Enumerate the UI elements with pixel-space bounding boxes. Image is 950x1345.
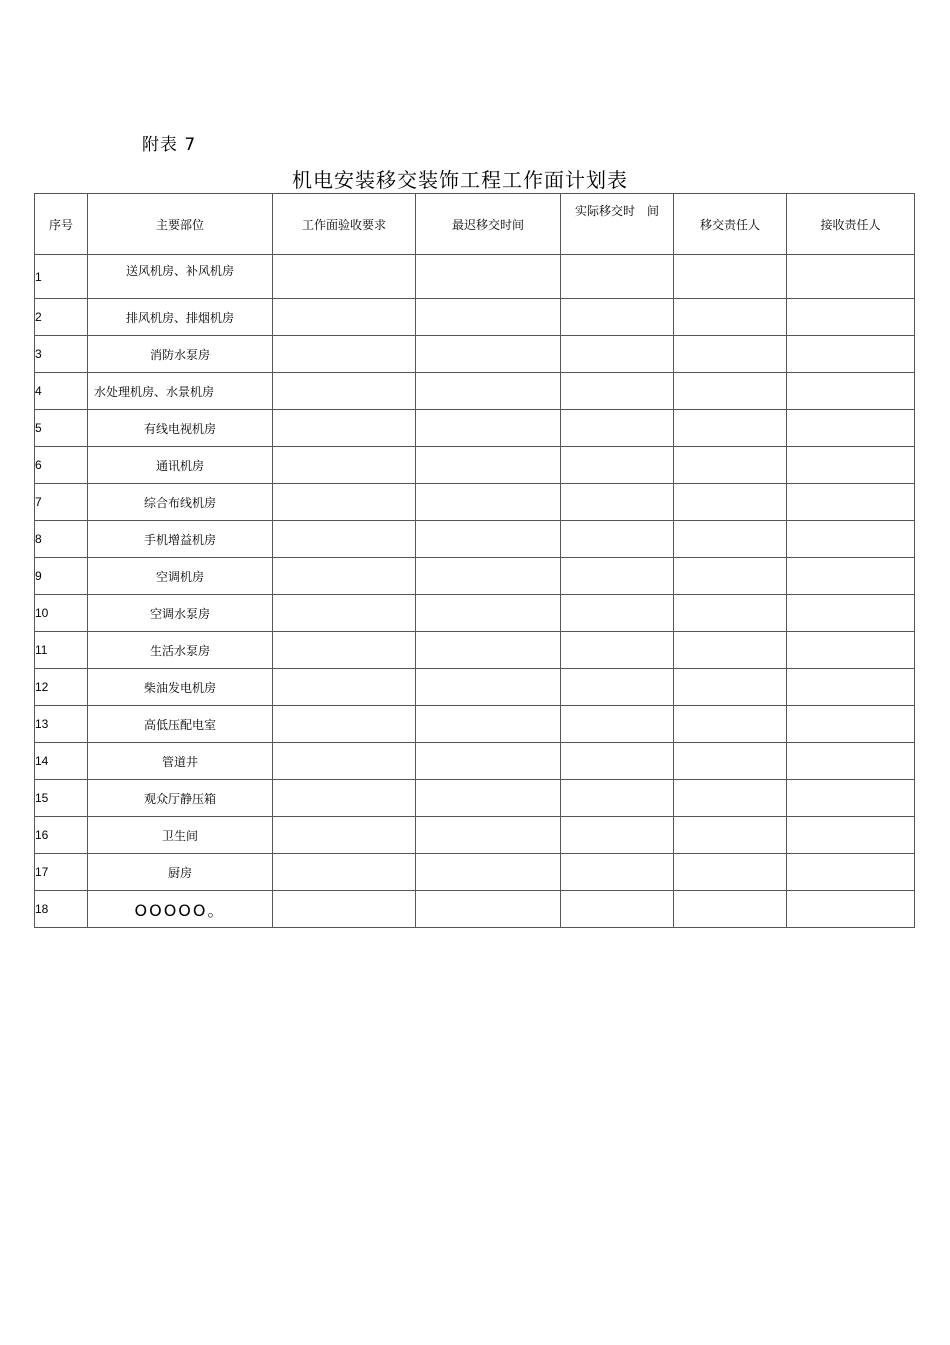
empty-cell <box>674 410 787 447</box>
row-location: 有线电视机房 <box>88 410 273 447</box>
empty-cell <box>273 447 416 484</box>
empty-cell <box>416 743 561 780</box>
empty-cell <box>416 891 561 928</box>
empty-cell <box>787 669 915 706</box>
empty-cell <box>416 484 561 521</box>
empty-cell <box>787 780 915 817</box>
table-row <box>35 255 915 299</box>
empty-cell <box>787 854 915 891</box>
empty-cell <box>787 447 915 484</box>
empty-cell <box>674 632 787 669</box>
empty-cell <box>674 891 787 928</box>
row-number: 9 <box>35 558 88 595</box>
table-row <box>35 817 915 854</box>
empty-cell <box>674 447 787 484</box>
empty-cell <box>273 521 416 558</box>
row-number: 8 <box>35 521 88 558</box>
empty-cell <box>273 410 416 447</box>
empty-cell <box>787 817 915 854</box>
empty-cell <box>561 410 674 447</box>
empty-cell <box>273 558 416 595</box>
row-location: 厨房 <box>88 854 273 891</box>
empty-cell <box>273 817 416 854</box>
empty-cell <box>787 558 915 595</box>
empty-cell <box>273 336 416 373</box>
empty-cell <box>416 410 561 447</box>
row-number: 10 <box>35 595 88 632</box>
empty-cell <box>674 336 787 373</box>
row-number: 4 <box>35 373 88 410</box>
empty-cell <box>416 669 561 706</box>
empty-cell <box>416 255 561 299</box>
empty-cell <box>273 780 416 817</box>
empty-cell <box>674 484 787 521</box>
empty-cell <box>674 743 787 780</box>
empty-cell <box>416 447 561 484</box>
col-header-location: 主要部位 <box>88 194 273 255</box>
row-number: 17 <box>35 854 88 891</box>
empty-cell <box>674 780 787 817</box>
empty-cell <box>416 299 561 336</box>
row-number: 7 <box>35 484 88 521</box>
empty-cell <box>416 780 561 817</box>
row-location: 柴油发电机房 <box>88 669 273 706</box>
row-number: 11 <box>35 632 88 669</box>
empty-cell <box>561 595 674 632</box>
empty-cell <box>416 336 561 373</box>
table-body <box>35 255 915 928</box>
row-location: 消防水泵房 <box>88 336 273 373</box>
empty-cell <box>561 558 674 595</box>
row-number: 15 <box>35 780 88 817</box>
empty-cell <box>561 255 674 299</box>
empty-cell <box>273 255 416 299</box>
empty-cell <box>561 299 674 336</box>
row-number: 16 <box>35 817 88 854</box>
row-number: 2 <box>35 299 88 336</box>
row-number: 13 <box>35 706 88 743</box>
row-location: 生活水泵房 <box>88 632 273 669</box>
empty-cell <box>416 373 561 410</box>
table-row <box>35 299 915 336</box>
table-header <box>35 194 915 255</box>
row-location: 高低压配电室 <box>88 706 273 743</box>
table-row <box>35 484 915 521</box>
empty-cell <box>674 299 787 336</box>
empty-cell <box>674 521 787 558</box>
empty-cell <box>674 669 787 706</box>
empty-cell <box>561 521 674 558</box>
empty-cell <box>416 632 561 669</box>
table-row <box>35 743 915 780</box>
col-header-receiver: 接收责任人 <box>787 194 915 255</box>
empty-cell <box>787 743 915 780</box>
row-location: 手机增益机房 <box>88 521 273 558</box>
empty-cell <box>674 558 787 595</box>
row-location: 送风机房、补风机房 <box>88 255 273 299</box>
empty-cell <box>787 484 915 521</box>
row-number: 6 <box>35 447 88 484</box>
empty-cell <box>273 854 416 891</box>
empty-cell <box>787 706 915 743</box>
empty-cell <box>561 780 674 817</box>
empty-cell <box>674 854 787 891</box>
empty-cell <box>787 299 915 336</box>
row-number: 12 <box>35 669 88 706</box>
empty-cell <box>273 706 416 743</box>
empty-cell <box>674 255 787 299</box>
empty-cell <box>416 558 561 595</box>
table-row <box>35 336 915 373</box>
table-row <box>35 521 915 558</box>
empty-cell <box>273 891 416 928</box>
empty-cell <box>273 484 416 521</box>
appendix-label: 附表 7 <box>142 135 197 155</box>
row-location: 水处理机房、水景机房 <box>88 373 273 410</box>
empty-cell <box>416 521 561 558</box>
empty-cell <box>416 817 561 854</box>
empty-cell <box>273 373 416 410</box>
empty-cell <box>561 706 674 743</box>
row-number: 14 <box>35 743 88 780</box>
row-location: 管道井 <box>88 743 273 780</box>
col-header-latest-handover: 最迟移交时间 <box>416 194 561 255</box>
row-location: 空调机房 <box>88 558 273 595</box>
table-row <box>35 595 915 632</box>
empty-cell <box>273 669 416 706</box>
empty-cell <box>787 891 915 928</box>
col-header-acceptance: 工作面验收要求 <box>273 194 416 255</box>
empty-cell <box>561 743 674 780</box>
empty-cell <box>561 632 674 669</box>
row-location: 通讯机房 <box>88 447 273 484</box>
empty-cell <box>561 336 674 373</box>
table-row <box>35 669 915 706</box>
table-row <box>35 891 915 928</box>
empty-cell <box>416 854 561 891</box>
empty-cell <box>674 373 787 410</box>
empty-cell <box>561 484 674 521</box>
table-row <box>35 373 915 410</box>
empty-cell <box>674 706 787 743</box>
row-location: 空调水泵房 <box>88 595 273 632</box>
empty-cell <box>561 854 674 891</box>
empty-cell <box>273 743 416 780</box>
empty-cell <box>787 632 915 669</box>
table-row <box>35 632 915 669</box>
empty-cell <box>787 255 915 299</box>
handover-plan-table <box>34 193 915 928</box>
row-number: 1 <box>35 255 88 299</box>
row-location: 观众厅静压箱 <box>88 780 273 817</box>
empty-cell <box>561 891 674 928</box>
table-row <box>35 447 915 484</box>
empty-cell <box>561 669 674 706</box>
col-header-actual-handover: 实际移交时 间 <box>561 194 674 255</box>
row-number: 5 <box>35 410 88 447</box>
empty-cell <box>273 299 416 336</box>
empty-cell <box>787 410 915 447</box>
empty-cell <box>674 595 787 632</box>
table-row <box>35 410 915 447</box>
row-number: 18 <box>35 891 88 928</box>
col-header-no: 序号 <box>35 194 88 255</box>
empty-cell <box>787 373 915 410</box>
table-row <box>35 706 915 743</box>
document-title: 机电安装移交装饰工程工作面计划表 <box>292 168 628 192</box>
row-number: 3 <box>35 336 88 373</box>
col-header-handover-person: 移交责任人 <box>674 194 787 255</box>
empty-cell <box>273 595 416 632</box>
empty-cell <box>561 447 674 484</box>
empty-cell <box>416 706 561 743</box>
empty-cell <box>787 595 915 632</box>
empty-cell <box>561 817 674 854</box>
row-location: OOOOO。 <box>88 891 273 928</box>
row-location: 综合布线机房 <box>88 484 273 521</box>
empty-cell <box>416 595 561 632</box>
empty-cell <box>561 373 674 410</box>
table-row <box>35 854 915 891</box>
empty-cell <box>787 521 915 558</box>
table-row <box>35 780 915 817</box>
empty-cell <box>273 632 416 669</box>
row-location: 排风机房、排烟机房 <box>88 299 273 336</box>
row-location: 卫生间 <box>88 817 273 854</box>
empty-cell <box>787 336 915 373</box>
table-row <box>35 558 915 595</box>
empty-cell <box>674 817 787 854</box>
